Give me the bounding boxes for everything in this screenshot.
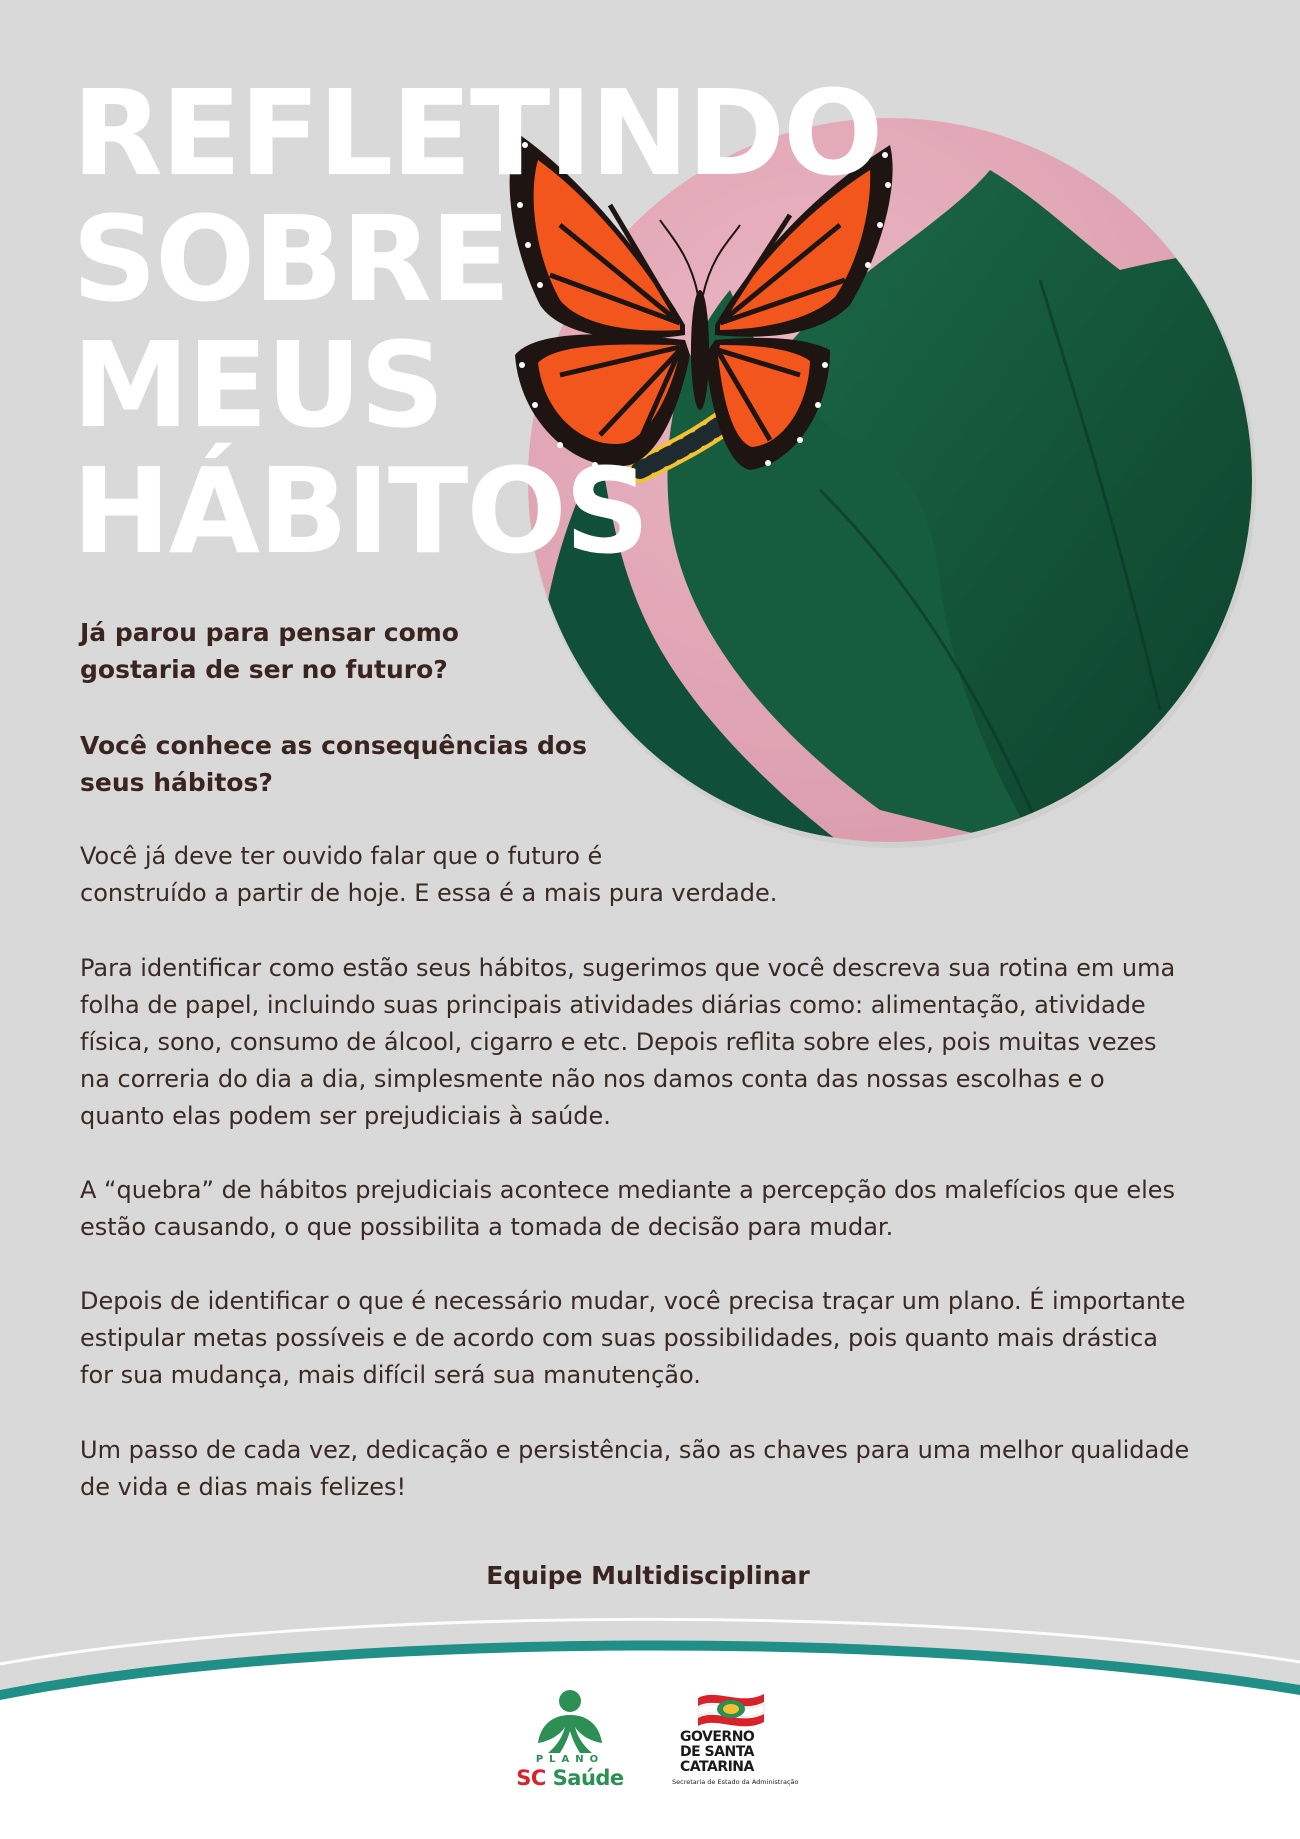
paragraph-plan	[80, 1283, 1230, 1394]
paragraph-identify-line-1: Para identificar como estão seus hábitos, sugerimos que você descreva sua rotina em uma	[80, 954, 1176, 982]
question-future	[80, 614, 480, 688]
paragraph-conclusion-line-2: de vida e dias mais felizes!	[80, 1473, 407, 1501]
title-line-3: MEUS	[72, 316, 443, 454]
title-line-2: SOBRE	[72, 190, 509, 328]
paragraph-identify-line-4: na correria do dia a dia, simplesmente não nos damos conta das nossas escolhas e o	[80, 1065, 1105, 1093]
paragraph-identify-line-2: folha de papel, incluindo suas principais atividades diárias como: alimentação, atividade	[80, 991, 1146, 1019]
paragraph-future	[80, 838, 780, 912]
sc-saude-label	[505, 1766, 635, 1790]
signature	[0, 1561, 1300, 1590]
paragraph-conclusion	[80, 1432, 1230, 1506]
paragraph-plan-line-3: for sua mudança, mais difícil será sua manutenção.	[80, 1361, 701, 1389]
title-line-1: REFLETINDO	[72, 64, 882, 202]
question-consequences-line-2: seus hábitos?	[80, 768, 273, 797]
title-line-4: HÁBITOS	[72, 442, 648, 580]
question-future-line-2: gostaria de ser no futuro?	[80, 655, 448, 684]
saude-text: Saúde	[552, 1766, 624, 1790]
governo-sc-title	[680, 1730, 785, 1775]
footer-wave	[0, 1600, 1300, 1839]
gov-line-1: GOVERNO	[680, 1729, 755, 1745]
paragraph-identify-line-5: quanto elas podem ser prejudiciais à saúde.	[80, 1102, 611, 1130]
gov-line-2: DE SANTA	[680, 1744, 754, 1760]
santa-catarina-flag-icon	[696, 1684, 766, 1730]
paragraph-plan-line-1: Depois de identificar o que é necessário mudar, você precisa traçar um plano. É importante	[80, 1287, 1186, 1315]
governo-sc-subtitle: Secretaria de Estado da Administração	[672, 1778, 799, 1786]
paragraph-breaking-line-1: A “quebra” de hábitos prejudiciais acontece mediante a percepção dos malefícios que eles	[80, 1176, 1176, 1204]
paragraph-breaking-habits	[80, 1172, 1230, 1246]
question-consequences-line-1: Você conhece as consequências dos	[80, 731, 587, 760]
question-future-line-1: Já parou para pensar como	[80, 618, 459, 647]
paragraph-plan-line-2: estipular metas possíveis e de acordo com suas possibilidades, pois quanto mais drástica	[80, 1324, 1158, 1352]
paragraph-breaking-line-2: estão causando, o que possibilita a tomada de decisão para mudar.	[80, 1213, 894, 1241]
signature-text: Equipe Multidisciplinar	[486, 1561, 810, 1590]
question-consequences	[80, 727, 600, 801]
paragraph-future-line-2: construído a partir de hoje. E essa é a mais pura verdade.	[80, 879, 778, 907]
gov-line-3: CATARINA	[680, 1759, 754, 1775]
paragraph-conclusion-line-1: Um passo de cada vez, dedicação e persistência, são as chaves para uma melhor qualidade	[80, 1436, 1190, 1464]
plano-label: PLANO	[535, 1754, 605, 1765]
paragraph-identify-habits	[80, 950, 1230, 1135]
paragraph-identify-line-3: física, sono, consumo de álcool, cigarro e etc. Depois reflita sobre eles, pois muitas vezes	[80, 1028, 1157, 1056]
page-title	[72, 64, 882, 580]
paragraph-future-line-1: Você já deve ter ouvido falar que o futuro é	[80, 842, 603, 870]
sc-text: SC	[516, 1766, 546, 1790]
